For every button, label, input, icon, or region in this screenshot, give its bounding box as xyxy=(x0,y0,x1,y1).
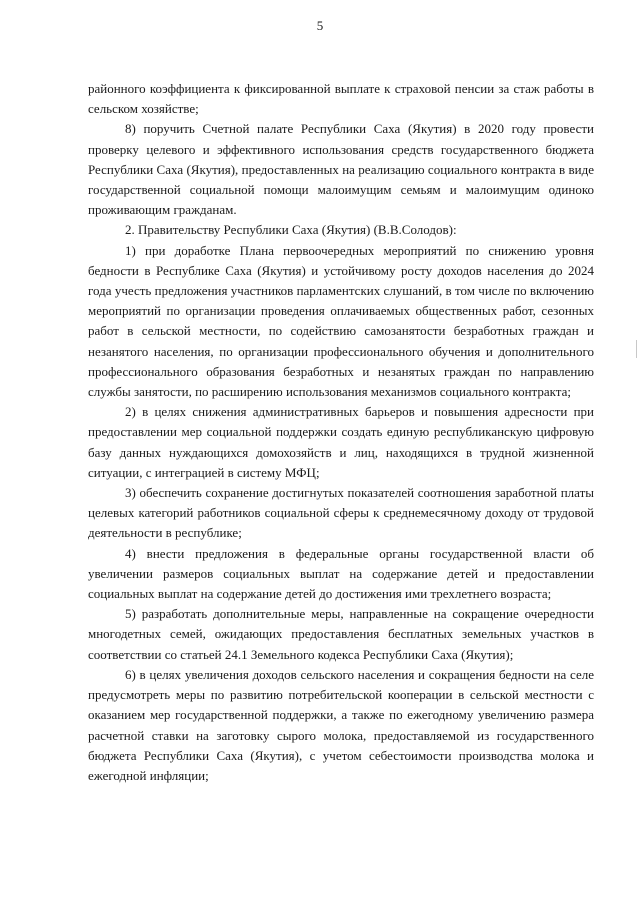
scan-artifact xyxy=(636,340,637,358)
paragraph-item-4: 4) внести предложения в федеральные органы государственной власти об увеличении размеров социальных выплат на содержание детей и предоставлении социальных выплат на содержание детей до достижения ими трехлетнего возраста; xyxy=(88,545,594,602)
paragraph-continuation: районного коэффициента к фиксированной выплате к страховой пенсии за стаж работы в сельском хозяйстве; xyxy=(88,81,594,117)
document-body xyxy=(88,79,594,786)
paragraph-item-3: 3) обеспечить сохранение достигнутых показателей соотношения заработной платы целевых категорий работников социальной сферы к среднемесячному доходу от трудовой деятельности в республике; xyxy=(88,485,594,541)
paragraph-item-5: 5) разработать дополнительные меры, направленные на сокращение очередности многодетных семей, ожидающих предоставления бесплатных земельных участков в соответствии со статьей 24.1 Земельного кодекса Республики Саха (Якутия); xyxy=(88,606,594,662)
section-heading-2: 2. Правительству Республики Саха (Якутия) (В.В.Солодов): xyxy=(125,222,457,238)
paragraph-item-8: 8) поручить Счетной палате Республики Саха (Якутия) в 2020 году провести проверку целевого и эффективного использования средств государственного бюджета Республики Саха (Якутия), предоставленных на реализацию социального контракта в виде государственной социальной помощи малоимущим семьям и малоимущим одиноко проживающим гражданам. xyxy=(88,121,594,218)
paragraph-item-6: 6) в целях увеличения доходов сельского населения и сокращения бедности на селе предусмотреть меры по развитию потребительской кооперации в сельской местности с оказанием мер государственной поддержки, а также по ежегодному увеличению размера расчетной ставки на заготовку сырого молока, предоставляемой из государственного бюджета Республики Саха (Якутия), с учетом себестоимости производства молока и ежегодной инфляции; xyxy=(88,666,594,783)
paragraph-item-2: 2) в целях снижения административных барьеров и повышения адресности при предоставлении мер социальной поддержки создать единую республиканскую цифровую базу данных нуждающихся домохозяйств и лиц, находящихся в трудной жизненной ситуации, с интеграцией в систему МФЦ; xyxy=(88,404,594,480)
paragraph-item-1: 1) при доработке Плана первоочередных мероприятий по снижению уровня бедности в Республике Саха (Якутия) и устойчивому росту доходов населения до 2024 года учесть предложения участников парламентских слушаний, в том числе по включению мероприятий по организации проведения оплачиваемых общественных работ, сезонных работ в сельской местности, по содействию самозанятости безработных граждан и незанятого населения, по организации профессионального обучения и дополнительного профессионального образования безработных и незанятых граждан по направлению службы занятости, по расширению использования механизмов социального контракта; xyxy=(88,242,594,400)
page-number: 5 xyxy=(316,18,324,33)
